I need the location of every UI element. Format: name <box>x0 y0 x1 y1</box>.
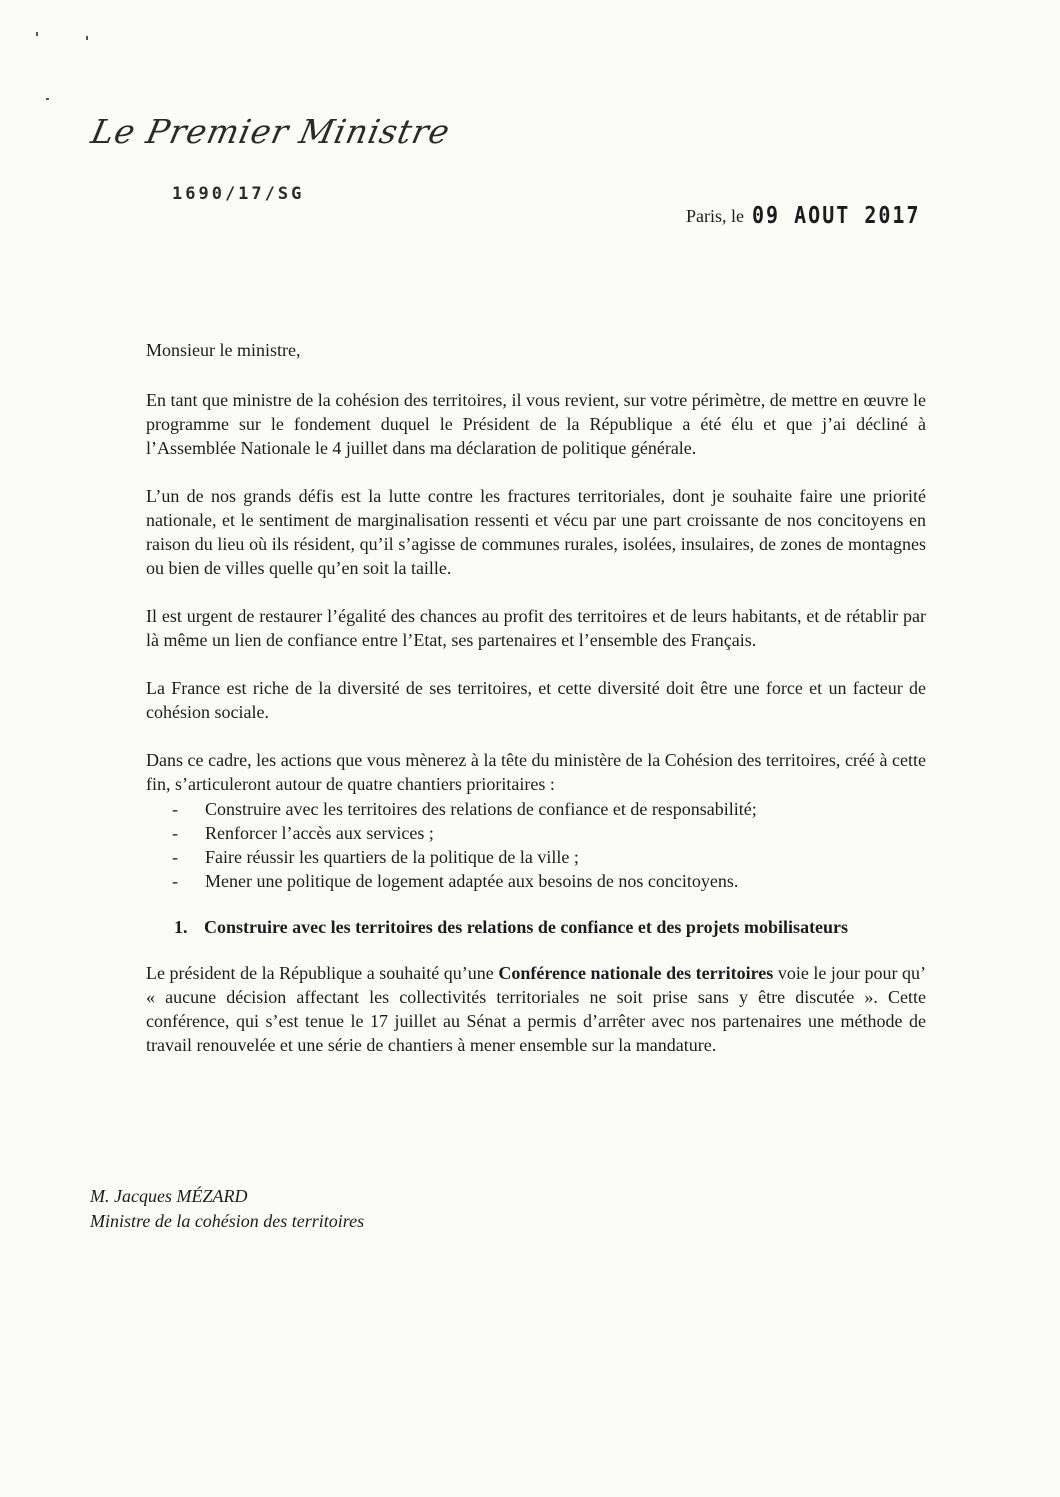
scan-speck <box>86 36 88 40</box>
paragraph-text: Le président de la République a souhaité qu’une <box>146 963 499 983</box>
section-title: Construire avec les territoires des relations de confiance et des projets mobilisateurs <box>204 917 849 937</box>
letterhead: Le Premier Ministre <box>87 112 454 151</box>
priority-item: - Mener une politique de logement adaptée aux besoins de nos concitoyens. <box>172 869 926 893</box>
priority-item: - Faire réussir les quartiers de la politique de la ville ; <box>172 845 926 869</box>
paragraph: L’un de nos grands défis est la lutte contre les fractures territoriales, dont je souhaite faire une priorité nationale, et le sentiment de marginalisation ressenti et vécu par une part croissante de nos concitoyens en raison du lieu où ils résident, qu’il s’agisse de communes rurales, isolées, insulaires, de zones de montagnes ou bien de villes quelle qu’en soit la taille. <box>146 486 926 578</box>
recipient-name: M. Jacques MÉZARD <box>90 1186 248 1206</box>
priority-item: - Construire avec les territoires des relations de confiance et de responsabilité; <box>172 797 926 821</box>
date-prefix: Paris, le <box>686 206 744 226</box>
conference-name: Conférence nationale des territoires <box>498 963 774 983</box>
paragraph <box>146 961 926 1057</box>
paragraph-text: voie le jour pour qu’ « aucune décision affectant les collectivités territoriales ne soit prise sans y être discutée ». Cette conférence, qui s’est tenue le 17 juillet au Sénat a permis d’arrêter avec nos partenaires une méthode de travail renouvelée et une série de chantiers à mener ensemble sur la mandature. <box>146 963 927 1055</box>
letter-body <box>146 338 926 1081</box>
reference-number: 1690/17/SG <box>172 184 305 204</box>
paragraph: En tant que ministre de la cohésion des territoires, il vous revient, sur votre périmètre, de mettre en œuvre le programme sur le fondement duquel le Président de la République a été élu et que j’ai décliné à l’Assemblée Nationale le 4 juillet dans ma déclaration de politique générale. <box>146 390 926 458</box>
scan-speck <box>36 32 38 36</box>
paragraph: La France est riche de la diversité de ses territoires, et cette diversité doit être une force et un facteur de cohésion sociale. <box>146 678 926 722</box>
date-stamp: 09 AOUT 2017 <box>752 201 921 229</box>
recipient-title: Ministre de la cohésion des territoires <box>90 1211 365 1231</box>
priority-list <box>172 797 926 893</box>
salutation: Monsieur le ministre, <box>146 340 301 360</box>
paragraph: Dans ce cadre, les actions que vous mènerez à la tête du ministère de la Cohésion des territoires, créé à cette fin, s’articuleront autour de quatre chantiers prioritaires : <box>146 750 926 794</box>
recipient-block <box>90 1184 364 1234</box>
section-number: 1. <box>174 917 188 937</box>
scan-speck <box>46 98 49 100</box>
paragraph: Il est urgent de restaurer l’égalité des chances au profit des territoires et de leurs habitants, et de rétablir par là même un lien de confiance entre l’Etat, ses partenaires et l’ensemble des Français. <box>146 606 926 650</box>
date-line <box>686 203 921 227</box>
section-heading <box>174 915 926 939</box>
priority-item: - Renforcer l’accès aux services ; <box>172 821 926 845</box>
